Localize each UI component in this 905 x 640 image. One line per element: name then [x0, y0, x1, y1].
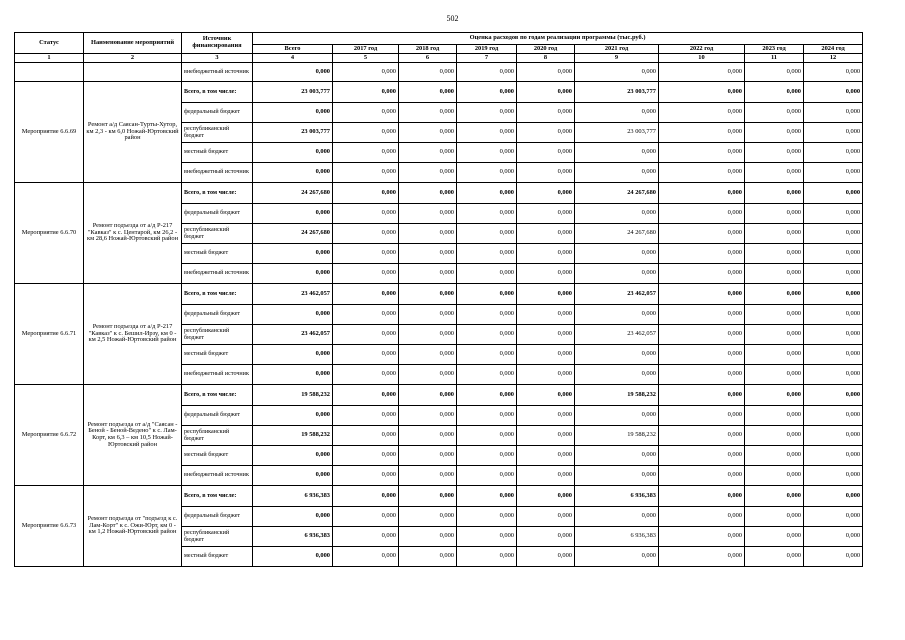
value-cell: 0,000	[745, 446, 804, 466]
value-cell: 0,000	[253, 547, 333, 567]
value-cell: 0,000	[333, 325, 399, 345]
value-cell: 0,000	[804, 325, 863, 345]
value-cell: 0,000	[333, 163, 399, 183]
value-cell: 0,000	[333, 204, 399, 224]
column-number: 9	[575, 54, 659, 63]
value-cell: 0,000	[517, 365, 575, 385]
header-estimate: Оценка расходов по годам реализации программы (тыс.руб.)	[253, 33, 863, 45]
value-cell: 23 462,057	[253, 284, 333, 305]
value-cell: 0,000	[457, 244, 517, 264]
header-year: 2017 год	[333, 45, 399, 54]
value-cell: 0,000	[575, 365, 659, 385]
value-cell: 0,000	[659, 163, 745, 183]
value-cell: 0,000	[253, 63, 333, 82]
value-cell: 0,000	[517, 325, 575, 345]
value-cell: 0,000	[804, 446, 863, 466]
value-cell: 0,000	[659, 103, 745, 123]
value-cell: 0,000	[457, 82, 517, 103]
value-cell: 0,000	[399, 385, 457, 406]
column-number: 11	[745, 54, 804, 63]
column-number: 1	[15, 54, 84, 63]
value-cell: 0,000	[659, 446, 745, 466]
value-cell: 0,000	[399, 507, 457, 527]
value-cell: 0,000	[253, 466, 333, 486]
value-cell: 0,000	[659, 365, 745, 385]
value-cell: 0,000	[333, 486, 399, 507]
table-body	[15, 54, 863, 567]
value-cell: 0,000	[745, 406, 804, 426]
value-cell: 0,000	[333, 63, 399, 82]
value-cell: 0,000	[517, 123, 575, 143]
event-name-cell: Ремонт а/д Саясан-Турты-Хутор, км 2,3 - км 6,0 Ножай-Юртовский район	[84, 82, 182, 183]
source-cell: республиканский бюджет	[182, 123, 253, 143]
value-cell: 0,000	[253, 264, 333, 284]
value-cell: 23 462,057	[575, 325, 659, 345]
value-cell: 0,000	[399, 486, 457, 507]
budget-table	[14, 32, 863, 567]
value-cell: 0,000	[804, 264, 863, 284]
value-cell: 0,000	[517, 527, 575, 547]
value-cell: 0,000	[457, 183, 517, 204]
column-number: 12	[804, 54, 863, 63]
value-cell: 0,000	[745, 284, 804, 305]
value-cell: 23 003,777	[575, 82, 659, 103]
value-cell: 0,000	[575, 264, 659, 284]
group-total-row	[15, 486, 863, 507]
value-cell: 0,000	[745, 244, 804, 264]
value-cell: 0,000	[659, 547, 745, 567]
column-number: 8	[517, 54, 575, 63]
value-cell: 0,000	[399, 527, 457, 547]
value-cell: 23 003,777	[253, 82, 333, 103]
value-cell: 0,000	[575, 446, 659, 466]
value-cell: 0,000	[659, 143, 745, 163]
value-cell: 0,000	[659, 486, 745, 507]
header-status: Статус	[15, 33, 84, 54]
value-cell: 0,000	[804, 406, 863, 426]
value-cell: 0,000	[575, 406, 659, 426]
value-cell: 0,000	[745, 325, 804, 345]
value-cell: 0,000	[745, 486, 804, 507]
value-cell: 0,000	[575, 345, 659, 365]
source-cell: федеральный бюджет	[182, 204, 253, 224]
value-cell: 0,000	[804, 507, 863, 527]
value-cell: 19 588,232	[575, 385, 659, 406]
header-year: 2018 год	[399, 45, 457, 54]
source-cell: местный бюджет	[182, 143, 253, 163]
value-cell: 0,000	[517, 406, 575, 426]
value-cell: 0,000	[745, 385, 804, 406]
value-cell: 0,000	[804, 103, 863, 123]
event-name-cell: Ремонт подъезда от а/д Р-217 "Кавказ" к с. Центарой, км 26,2 - км 28,6 Ножай-Юртовский район	[84, 183, 182, 284]
value-cell: 0,000	[399, 264, 457, 284]
value-cell: 0,000	[253, 345, 333, 365]
value-cell: 0,000	[745, 345, 804, 365]
status-cell: Мероприятие 6.6.73	[15, 486, 84, 567]
value-cell: 0,000	[399, 244, 457, 264]
value-cell: 0,000	[517, 345, 575, 365]
value-cell: 0,000	[517, 244, 575, 264]
value-cell: 0,000	[575, 305, 659, 325]
value-cell: 0,000	[517, 163, 575, 183]
value-cell: 0,000	[333, 82, 399, 103]
value-cell: 0,000	[517, 547, 575, 567]
value-cell: 0,000	[333, 345, 399, 365]
value-cell: 23 003,777	[575, 123, 659, 143]
value-cell: 0,000	[745, 507, 804, 527]
value-cell: 0,000	[745, 547, 804, 567]
event-name-cell: Ремонт подъезда от а/д Р-217 "Кавказ" к с. Бешил-Ирзу, км 0 - км 2,5 Ножай-Юртовский район	[84, 284, 182, 385]
source-cell: местный бюджет	[182, 547, 253, 567]
value-cell: 0,000	[333, 426, 399, 446]
source-cell: местный бюджет	[182, 446, 253, 466]
value-cell: 0,000	[457, 123, 517, 143]
value-cell: 0,000	[745, 426, 804, 446]
source-cell: Всего, в том числе:	[182, 486, 253, 507]
value-cell: 0,000	[575, 103, 659, 123]
header-total: Всего	[253, 45, 333, 54]
value-cell: 0,000	[333, 365, 399, 385]
source-cell: Всего, в том числе:	[182, 183, 253, 204]
source-cell: внебюджетный источник	[182, 466, 253, 486]
column-number: 6	[399, 54, 457, 63]
value-cell: 0,000	[457, 426, 517, 446]
value-cell: 0,000	[575, 244, 659, 264]
page-number: 502	[446, 14, 459, 23]
value-cell: 0,000	[659, 63, 745, 82]
value-cell: 0,000	[333, 305, 399, 325]
value-cell: 24 267,680	[253, 224, 333, 244]
value-cell: 0,000	[804, 204, 863, 224]
value-cell: 0,000	[399, 143, 457, 163]
value-cell: 23 462,057	[253, 325, 333, 345]
value-cell: 0,000	[399, 284, 457, 305]
value-cell: 0,000	[517, 183, 575, 204]
source-cell: республиканский бюджет	[182, 426, 253, 446]
status-cell: Мероприятие 6.6.71	[15, 284, 84, 385]
header-source: Источник финансирования	[182, 33, 253, 54]
value-cell: 0,000	[659, 224, 745, 244]
group-total-row	[15, 82, 863, 103]
value-cell: 0,000	[399, 123, 457, 143]
source-cell: внебюджетный источник	[182, 63, 253, 82]
source-cell: местный бюджет	[182, 244, 253, 264]
value-cell: 0,000	[517, 264, 575, 284]
value-cell: 0,000	[659, 426, 745, 446]
value-cell: 0,000	[575, 163, 659, 183]
value-cell: 0,000	[517, 103, 575, 123]
value-cell: 0,000	[253, 406, 333, 426]
value-cell: 0,000	[745, 163, 804, 183]
value-cell: 0,000	[457, 305, 517, 325]
empty-status-cell	[15, 63, 84, 82]
column-number: 10	[659, 54, 745, 63]
value-cell: 0,000	[333, 264, 399, 284]
value-cell: 0,000	[457, 325, 517, 345]
value-cell: 0,000	[659, 325, 745, 345]
value-cell: 0,000	[745, 204, 804, 224]
column-number: 2	[84, 54, 182, 63]
source-cell: внебюджетный источник	[182, 365, 253, 385]
value-cell: 6 936,383	[253, 527, 333, 547]
header-year: 2019 год	[457, 45, 517, 54]
value-cell: 0,000	[575, 63, 659, 82]
header-year: 2023 год	[745, 45, 804, 54]
source-cell: Всего, в том числе:	[182, 385, 253, 406]
value-cell: 0,000	[333, 244, 399, 264]
header-year: 2021 год	[575, 45, 659, 54]
value-cell: 0,000	[333, 284, 399, 305]
value-cell: 0,000	[399, 163, 457, 183]
value-cell: 0,000	[333, 183, 399, 204]
value-cell: 0,000	[745, 123, 804, 143]
value-cell: 0,000	[745, 466, 804, 486]
value-cell: 0,000	[333, 224, 399, 244]
value-cell: 24 267,680	[253, 183, 333, 204]
source-cell: республиканский бюджет	[182, 325, 253, 345]
header-year: 2020 год	[517, 45, 575, 54]
value-cell: 0,000	[659, 244, 745, 264]
value-cell: 0,000	[804, 547, 863, 567]
value-cell: 19 588,232	[253, 426, 333, 446]
source-cell: внебюджетный источник	[182, 264, 253, 284]
value-cell: 0,000	[399, 224, 457, 244]
header-year: 2024 год	[804, 45, 863, 54]
group-total-row	[15, 284, 863, 305]
value-cell: 0,000	[575, 143, 659, 163]
value-cell: 0,000	[745, 82, 804, 103]
value-cell: 0,000	[659, 82, 745, 103]
value-cell: 0,000	[517, 143, 575, 163]
value-cell: 0,000	[399, 466, 457, 486]
status-cell: Мероприятие 6.6.69	[15, 82, 84, 183]
value-cell: 0,000	[804, 224, 863, 244]
value-cell: 0,000	[745, 63, 804, 82]
value-cell: 0,000	[253, 365, 333, 385]
value-cell: 0,000	[517, 204, 575, 224]
source-cell: республиканский бюджет	[182, 527, 253, 547]
value-cell: 0,000	[659, 406, 745, 426]
value-cell: 0,000	[399, 183, 457, 204]
value-cell: 0,000	[804, 426, 863, 446]
value-cell: 0,000	[575, 547, 659, 567]
value-cell: 0,000	[333, 143, 399, 163]
value-cell: 0,000	[457, 63, 517, 82]
value-cell: 0,000	[253, 143, 333, 163]
value-cell: 0,000	[659, 123, 745, 143]
value-cell: 0,000	[517, 224, 575, 244]
value-cell: 0,000	[333, 466, 399, 486]
value-cell: 0,000	[333, 385, 399, 406]
value-cell: 0,000	[804, 183, 863, 204]
value-cell: 0,000	[745, 305, 804, 325]
value-cell: 0,000	[517, 63, 575, 82]
value-cell: 0,000	[745, 103, 804, 123]
source-cell: внебюджетный источник	[182, 163, 253, 183]
value-cell: 0,000	[253, 163, 333, 183]
source-cell: федеральный бюджет	[182, 305, 253, 325]
value-cell: 0,000	[804, 123, 863, 143]
header-year: 2022 год	[659, 45, 745, 54]
value-cell: 6 936,383	[575, 486, 659, 507]
value-cell: 0,000	[745, 365, 804, 385]
value-cell: 0,000	[745, 183, 804, 204]
value-cell: 0,000	[457, 204, 517, 224]
source-cell: Всего, в том числе:	[182, 82, 253, 103]
value-cell: 0,000	[575, 204, 659, 224]
value-cell: 0,000	[457, 224, 517, 244]
source-cell: Всего, в том числе:	[182, 284, 253, 305]
value-cell: 0,000	[457, 284, 517, 305]
value-cell: 0,000	[399, 325, 457, 345]
value-cell: 0,000	[253, 507, 333, 527]
value-cell: 0,000	[253, 204, 333, 224]
value-cell: 0,000	[659, 466, 745, 486]
value-cell: 0,000	[804, 143, 863, 163]
value-cell: 0,000	[399, 446, 457, 466]
source-cell: федеральный бюджет	[182, 507, 253, 527]
value-cell: 0,000	[659, 204, 745, 224]
value-cell: 0,000	[517, 466, 575, 486]
source-cell: местный бюджет	[182, 345, 253, 365]
value-cell: 0,000	[659, 345, 745, 365]
value-cell: 0,000	[399, 345, 457, 365]
value-cell: 23 003,777	[253, 123, 333, 143]
column-number: 5	[333, 54, 399, 63]
value-cell: 0,000	[399, 406, 457, 426]
source-cell: федеральный бюджет	[182, 103, 253, 123]
value-cell: 19 588,232	[575, 426, 659, 446]
value-cell: 0,000	[745, 527, 804, 547]
continuation-row	[15, 63, 863, 82]
value-cell: 0,000	[517, 284, 575, 305]
source-cell: федеральный бюджет	[182, 406, 253, 426]
value-cell: 0,000	[457, 345, 517, 365]
column-number: 7	[457, 54, 517, 63]
value-cell: 0,000	[804, 163, 863, 183]
value-cell: 0,000	[457, 446, 517, 466]
value-cell: 0,000	[399, 547, 457, 567]
status-cell: Мероприятие 6.6.72	[15, 385, 84, 486]
value-cell: 0,000	[333, 406, 399, 426]
event-name-cell: Ремонт подъезда от "подъезд к с. Лам-Корт" к с. Ожи-Юрт, км 0 - км 1,2 Ножай-Юртовский район	[84, 486, 182, 567]
header-name: Наименование мероприятий	[84, 33, 182, 54]
value-cell: 19 588,232	[253, 385, 333, 406]
value-cell: 24 267,680	[575, 224, 659, 244]
value-cell: 0,000	[333, 103, 399, 123]
group-total-row	[15, 385, 863, 406]
value-cell: 0,000	[517, 82, 575, 103]
value-cell: 0,000	[457, 365, 517, 385]
value-cell: 0,000	[804, 305, 863, 325]
value-cell: 0,000	[575, 466, 659, 486]
value-cell: 0,000	[745, 224, 804, 244]
value-cell: 0,000	[659, 183, 745, 204]
value-cell: 0,000	[333, 446, 399, 466]
value-cell: 0,000	[333, 507, 399, 527]
status-cell: Мероприятие 6.6.70	[15, 183, 84, 284]
value-cell: 0,000	[659, 305, 745, 325]
value-cell: 0,000	[517, 305, 575, 325]
value-cell: 0,000	[399, 204, 457, 224]
value-cell: 0,000	[517, 426, 575, 446]
value-cell: 0,000	[333, 527, 399, 547]
value-cell: 0,000	[457, 143, 517, 163]
value-cell: 0,000	[253, 103, 333, 123]
value-cell: 0,000	[399, 365, 457, 385]
value-cell: 0,000	[517, 446, 575, 466]
value-cell: 0,000	[804, 284, 863, 305]
value-cell: 0,000	[804, 466, 863, 486]
value-cell: 0,000	[399, 426, 457, 446]
column-number: 3	[182, 54, 253, 63]
value-cell: 0,000	[253, 305, 333, 325]
value-cell: 0,000	[659, 385, 745, 406]
value-cell: 0,000	[804, 82, 863, 103]
value-cell: 0,000	[804, 365, 863, 385]
value-cell: 0,000	[659, 527, 745, 547]
value-cell: 0,000	[457, 507, 517, 527]
value-cell: 0,000	[804, 345, 863, 365]
value-cell: 0,000	[804, 486, 863, 507]
value-cell: 0,000	[457, 163, 517, 183]
value-cell: 0,000	[659, 264, 745, 284]
value-cell: 0,000	[457, 466, 517, 486]
value-cell: 6 936,383	[253, 486, 333, 507]
value-cell: 0,000	[457, 264, 517, 284]
value-cell: 0,000	[457, 385, 517, 406]
value-cell: 0,000	[804, 527, 863, 547]
value-cell: 0,000	[253, 446, 333, 466]
value-cell: 0,000	[457, 406, 517, 426]
value-cell: 0,000	[804, 63, 863, 82]
value-cell: 0,000	[399, 305, 457, 325]
value-cell: 0,000	[457, 103, 517, 123]
value-cell: 0,000	[399, 63, 457, 82]
value-cell: 0,000	[517, 507, 575, 527]
empty-name-cell	[84, 63, 182, 82]
group-total-row	[15, 183, 863, 204]
value-cell: 0,000	[399, 82, 457, 103]
value-cell: 0,000	[517, 385, 575, 406]
value-cell: 23 462,057	[575, 284, 659, 305]
value-cell: 0,000	[804, 385, 863, 406]
value-cell: 0,000	[517, 486, 575, 507]
value-cell: 0,000	[333, 123, 399, 143]
column-number-row	[15, 54, 863, 63]
value-cell: 0,000	[745, 264, 804, 284]
value-cell: 0,000	[745, 143, 804, 163]
value-cell: 0,000	[804, 244, 863, 264]
value-cell: 24 267,680	[575, 183, 659, 204]
event-name-cell: Ремонт подъезда от а/д "Саясан - Беной - Беной-Ведено" к с. Лам-Корт, км 6,3 – км 10,5 Ножай-Юртовский район	[84, 385, 182, 486]
value-cell: 6 936,383	[575, 527, 659, 547]
value-cell: 0,000	[457, 527, 517, 547]
value-cell: 0,000	[659, 284, 745, 305]
value-cell: 0,000	[253, 244, 333, 264]
value-cell: 0,000	[457, 486, 517, 507]
value-cell: 0,000	[399, 103, 457, 123]
value-cell: 0,000	[457, 547, 517, 567]
source-cell: республиканский бюджет	[182, 224, 253, 244]
value-cell: 0,000	[659, 507, 745, 527]
value-cell: 0,000	[575, 507, 659, 527]
value-cell: 0,000	[333, 547, 399, 567]
column-number: 4	[253, 54, 333, 63]
